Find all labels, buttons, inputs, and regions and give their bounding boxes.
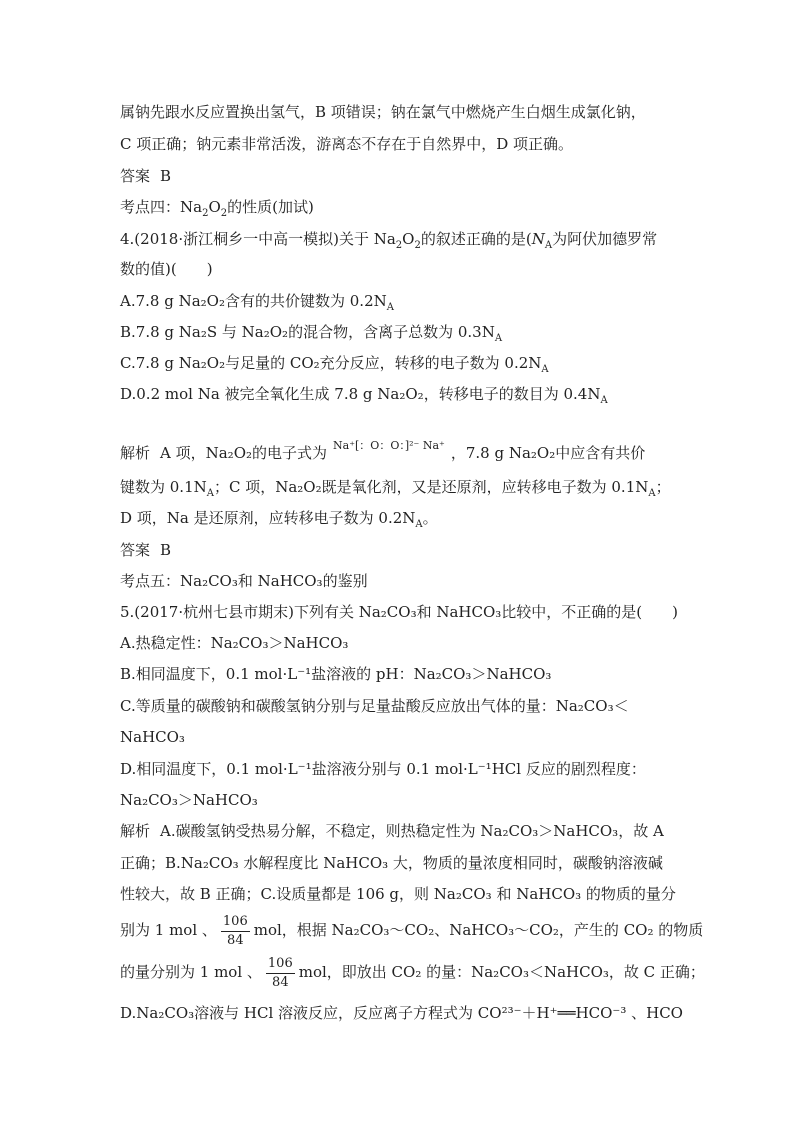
option-d: D.相同温度下，0.1 mol·L⁻¹盐溶液分别与 0.1 mol·L⁻¹HCl 反应的剧烈程度：: [120, 760, 646, 778]
fraction-numerator: 106: [221, 913, 250, 932]
option-text: A.7.8 g Na₂O₂含有的共价键数为 0.2N: [120, 292, 387, 310]
stem-text: 4.(2018·浙江桐乡一中高一模拟)关于 Na: [120, 230, 396, 248]
question-4-stem: 4.(2018·浙江桐乡一中高一模拟)关于 $Na_2O_2$的叙述正确的是($N_A$为阿伏加德罗常: [120, 230, 658, 251]
analysis-4-line1: [120, 439, 680, 464]
stem-text: 的叙述正确的是(: [420, 230, 532, 248]
fraction: [266, 955, 295, 992]
analysis-text: mol，根据 Na₂CO₃～CO₂、NaHCO₃～CO₂，产生的 CO₂ 的物质: [253, 921, 704, 939]
answer-value: B: [160, 167, 172, 185]
option-d-cont: Na₂CO₃＞NaHCO₃: [120, 791, 258, 809]
stem-text: N: [531, 230, 545, 248]
option-text: B.7.8 g Na₂S 与 Na₂O₂的混合物，含离子总数为 0.3N: [120, 323, 495, 341]
analysis-4-line3: D 项，Na 是还原剂，应转移电子数为 $0.2N_A$。: [120, 509, 438, 530]
analysis-5-line5: [120, 952, 705, 992]
analysis-5-line2: 正确；B.Na₂CO₃ 水解程度比 NaHCO₃ 大，物质的量浓度相同时，碳酸钠溶液碱: [120, 854, 663, 872]
answer-label: 答案: [120, 167, 151, 185]
analysis-4-line2: 键数为 $0.1N_A$；C 项，Na₂O₂既是氧化剂，又是还原剂，应转移电子数为 $0.1N_A$；: [120, 478, 671, 499]
option-b: B.相同温度下，0.1 mol·L⁻¹盐溶液的 pH：Na₂CO₃＞NaHCO₃: [120, 665, 552, 683]
topic-text: O: [208, 198, 221, 216]
topic-text: 考点四：Na: [120, 198, 203, 216]
question-4-stem-cont: 数的值)( ): [120, 260, 213, 278]
option-a: A.热稳定性：Na₂CO₃＞NaHCO₃: [120, 634, 349, 652]
text-line: 属钠先跟水反应置换出氢气，B 项错误；钠在氯气中燃烧产生白烟生成氯化钠，: [120, 103, 646, 121]
analysis-5-line1: [120, 821, 680, 841]
analysis-5-line6: D.Na₂CO₃溶液与 HCl 溶液反应，反应离子方程式为 CO²³⁻＋H⁺══HCO⁻³ 、HCO: [120, 1004, 683, 1022]
fraction-numerator: 106: [266, 955, 295, 974]
topic-heading-4: 考点四：$Na_2O_2$的性质(加试): [120, 198, 314, 219]
question-5-stem: 5.(2017·杭州七县市期末)下列有关 Na₂CO₃和 NaHCO₃比较中，不正确的是( ): [120, 603, 679, 621]
option-text: D.0.2 mol Na 被完全氧化生成 7.8 g Na₂O₂，转移电子的数目为 0.4N: [120, 385, 601, 403]
analysis-text: 键数为 0.1N: [120, 478, 207, 496]
analysis-label: 解析: [120, 444, 151, 462]
analysis-text: mol，即放出 CO₂ 的量：Na₂CO₃＜NaHCO₃，故 C 正确；: [298, 963, 705, 981]
option-c: C.等质量的碳酸钠和碳酸氢钠分别与足量盐酸反应放出气体的量：Na₂CO₃＜: [120, 697, 629, 715]
analysis-text: 别为 1 mol 、: [120, 921, 217, 939]
option-b: B.7.8 g Na₂S 与 Na₂O₂的混合物，含离子总数为 $0.3N_A$: [120, 323, 503, 344]
analysis-text: 的量分别为 1 mol 、: [120, 963, 262, 981]
stem-text: 为阿伏加德罗常: [552, 230, 658, 248]
analysis-label: 解析: [120, 822, 151, 840]
electron-formula: Na⁺[：O：O：]²⁻ Na⁺: [333, 439, 445, 452]
analysis-text: A.碳酸氢钠受热易分解，不稳定，则热稳定性为 Na₂CO₃＞NaHCO₃，故 A: [160, 822, 664, 840]
analysis-text: ，7.8 g Na₂O₂中应含有共价: [450, 444, 646, 462]
answer-value: B: [160, 541, 172, 559]
topic-heading-5: 考点五：Na₂CO₃和 NaHCO₃的鉴别: [120, 572, 368, 590]
analysis-5-line4: [120, 910, 704, 950]
stem-text: O: [402, 230, 415, 248]
analysis-5-line3: 性较大，故 B 正确；C.设质量都是 106 g，则 Na₂CO₃ 和 NaHCO₃ 的物质的量分: [120, 885, 676, 903]
analysis-text: ；C 项，Na₂O₂既是氧化剂，又是还原剂，应转移电子数为 0.1N: [213, 478, 649, 496]
analysis-text: D 项，Na 是还原剂，应转移电子数为 0.2N: [120, 509, 416, 527]
option-a: A.7.8 g Na₂O₂含有的共价键数为 $0.2N_A$: [120, 292, 394, 313]
option-d: D.0.2 mol Na 被完全氧化生成 7.8 g Na₂O₂，转移电子的数目为 $0.4N_A$: [120, 385, 608, 406]
analysis-text: A 项，Na₂O₂的电子式为: [160, 444, 328, 462]
fraction-denominator: 84: [272, 974, 289, 990]
fraction-denominator: 84: [227, 932, 244, 948]
answer-line: [120, 540, 680, 560]
option-c-cont: NaHCO₃: [120, 728, 185, 746]
option-c: C.7.8 g Na₂O₂与足量的 CO₂充分反应，转移的电子数为 $0.2N_A$: [120, 354, 549, 375]
analysis-text: 。: [422, 509, 438, 527]
topic-text: 的性质(加试): [227, 198, 314, 216]
text-line: C 项正确；钠元素非常活泼，游离态不存在于自然界中，D 项正确。: [120, 135, 574, 153]
option-text: C.7.8 g Na₂O₂与足量的 CO₂充分反应，转移的电子数为 0.2N: [120, 354, 542, 372]
fraction: [221, 913, 250, 950]
answer-line: [120, 166, 680, 186]
answer-label: 答案: [120, 541, 151, 559]
